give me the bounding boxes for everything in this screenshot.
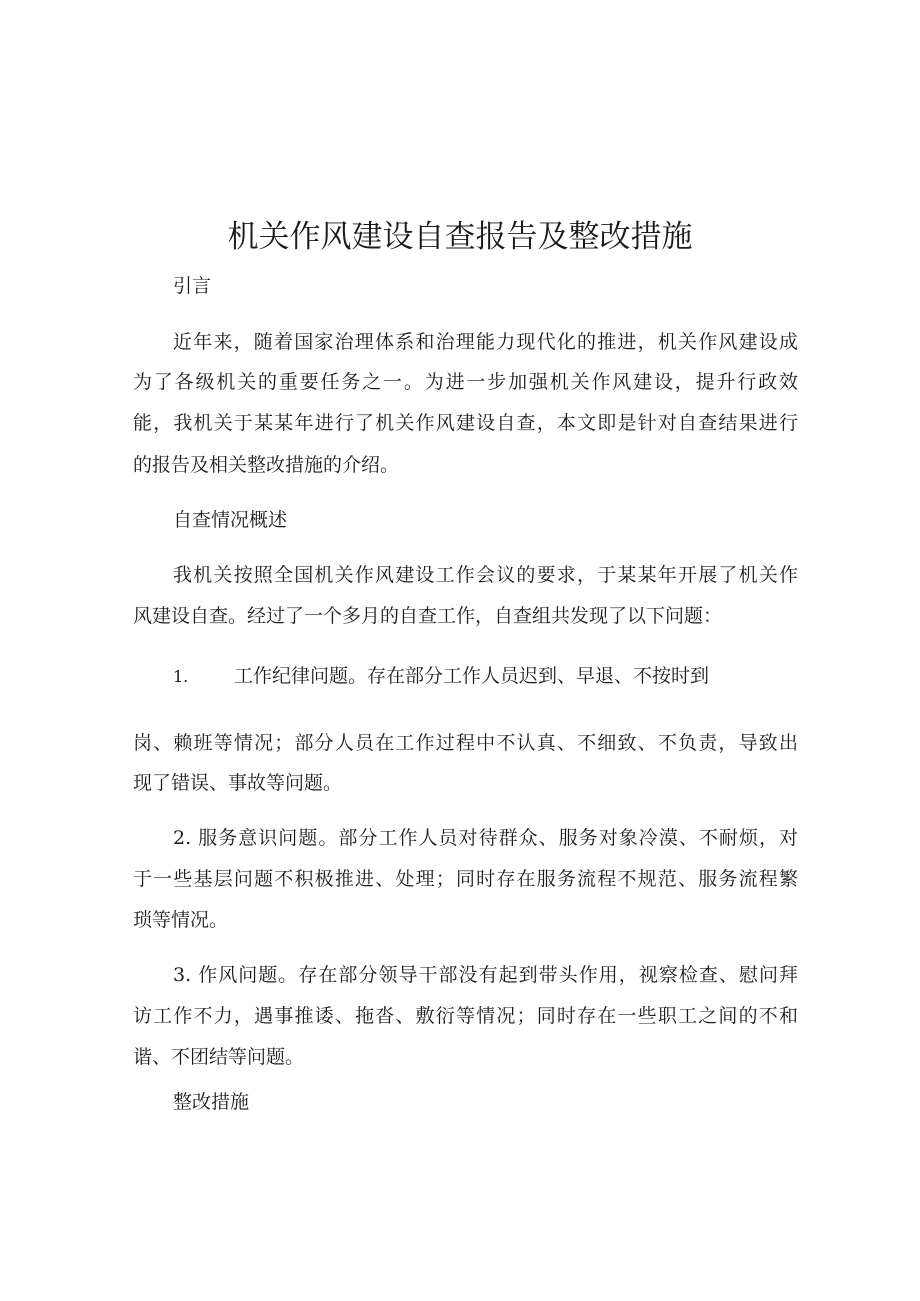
list-item-2-line: 于一些基层问题不积极推进、处理；同时存在服务流程不规范、服务流程繁: [133, 868, 798, 890]
list-item-3-line: 谐、不团结等问题。: [133, 1046, 305, 1068]
list-item-2-line: 2. 服务意识问题。部分工作人员对待群众、服务对象冷漠、不耐烦，对: [173, 827, 798, 849]
list-item-1-line: 工作纪律问题。存在部分工作人员迟到、早退、不按时到: [234, 665, 710, 687]
intro-line: 为了各级机关的重要任务之一。为进一步加强机关作风建设，提升行政效: [133, 371, 798, 393]
intro-line: 能，我机关于某某年进行了机关作风建设自查，本文即是针对自查结果进行: [133, 412, 798, 434]
list-item-3-line: 3. 作风问题。存在部分领导干部没有起到带头作用，视察检查、慰问拜: [173, 964, 798, 986]
list-item-1-line: 现了错误、事故等问题。: [133, 772, 343, 794]
list-item-3-line: 访工作不力，遇事推诿、拖沓、敷衍等情况；同时存在一些职工之间的不和: [133, 1005, 798, 1027]
section-heading-overview: 自查情况概述: [173, 509, 288, 531]
intro-line: 的报告及相关整改措施的介绍。: [133, 454, 400, 476]
section-heading-intro: 引言: [173, 275, 212, 297]
list-item-2-line: 琐等情况。: [133, 909, 229, 931]
list-item-1-line: 岗、赖班等情况；部分人员在工作过程中不认真、不细致、不负责，导致出: [133, 732, 798, 754]
document-title: 机关作风建设自查报告及整改措施: [227, 219, 693, 255]
intro-line: 近年来，随着国家治理体系和治理能力现代化的推进，机关作风建设成: [173, 331, 798, 353]
overview-line: 我机关按照全国机关作风建设工作会议的要求，于某某年开展了机关作: [173, 564, 798, 586]
list-item-number: 1.: [173, 667, 189, 686]
overview-line: 风建设自查。经过了一个多月的自查工作，自查组共发现了以下问题：: [133, 605, 723, 627]
section-heading-measures: 整改措施: [173, 1091, 250, 1113]
